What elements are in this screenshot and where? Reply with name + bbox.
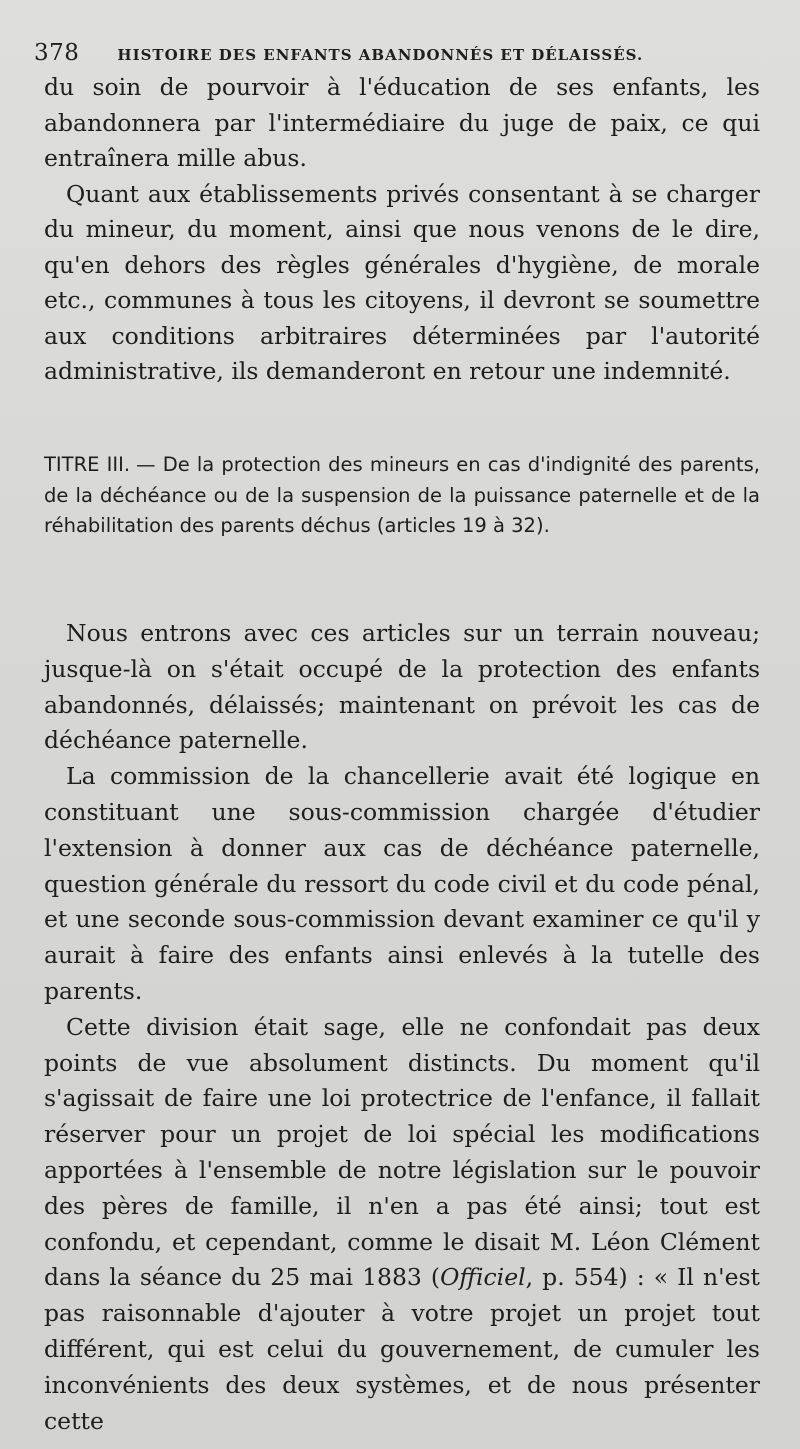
section-label: TITRE III.: [44, 453, 131, 476]
paragraph: du soin de pourvoir à l'éducation de ses enfants, les abandonnera par l'intermédiaire du juge de paix, ce qui entraînera mille abus.: [44, 73, 760, 172]
body-text-top: [44, 70, 760, 390]
section-heading: [44, 450, 760, 542]
paragraph: Quant aux établissements privés consentant à se charger du mineur, du moment, ainsi que nous venons de le dire, qu'en dehors des règles générales d'hygiène, de morale etc., communes à tous les citoyens, il devront se soumettre aux conditions arbitraires déterminées par l'autorité administrative, ils demanderont en retour une indemnité.: [44, 179, 760, 385]
body-text-bottom: [44, 616, 760, 1439]
paragraph: Nous entrons avec ces articles sur un terrain nouveau; jusque-là on s'était occupé de la protection des enfants abandonnés, délaissés; maintenant on prévoit les cas de déchéance paternelle.: [44, 619, 760, 755]
paragraph-text: Cette division était sage, elle ne confondait pas deux points de vue absolument distincts. Du moment qu'il s'agissait de faire une loi protectrice de l'enfance, il fallait réserver pour un projet de loi spécial les modifications apportées à l'ensemble de notre législation sur le pouvoir des pères de famille, il n'en a pas été ainsi; tout est confondu, et cependant, comme le disait M. Léon Clément dans la séance du 25 mai 1883 (: [44, 1012, 760, 1292]
italic-reference: Officiel: [440, 1263, 526, 1292]
paragraph: [44, 1010, 760, 1440]
page-number: 378: [34, 40, 80, 66]
running-title: HISTOIRE DES ENFANTS ABANDONNÉS ET DÉLAISSÉS.: [117, 46, 644, 64]
paragraph-text: , p. 554) : « Il n'est pas raisonnable d'ajouter à votre projet un projet tout différent, qui est celui du gouvernement, de cumuler les inconvénients des deux systèmes, et de nous présenter cette: [44, 1263, 760, 1435]
page-header: [34, 40, 774, 70]
section-title: — De la protection des mineurs en cas d'indignité des parents, de la déchéance ou de la suspension de la puissance paternelle et de la réhabilitation des parents déchus (articles 19 à 32).: [44, 453, 760, 537]
paragraph: La commission de la chancellerie avait été logique en constituant une sous-commission chargée d'étudier l'extension à donner aux cas de déchéance paternelle, question générale du ressort du code civil et du code pénal, et une seconde sous-commission devant examiner ce qu'il y aurait à faire des enfants ainsi enlevés à la tutelle des parents.: [44, 762, 760, 1005]
